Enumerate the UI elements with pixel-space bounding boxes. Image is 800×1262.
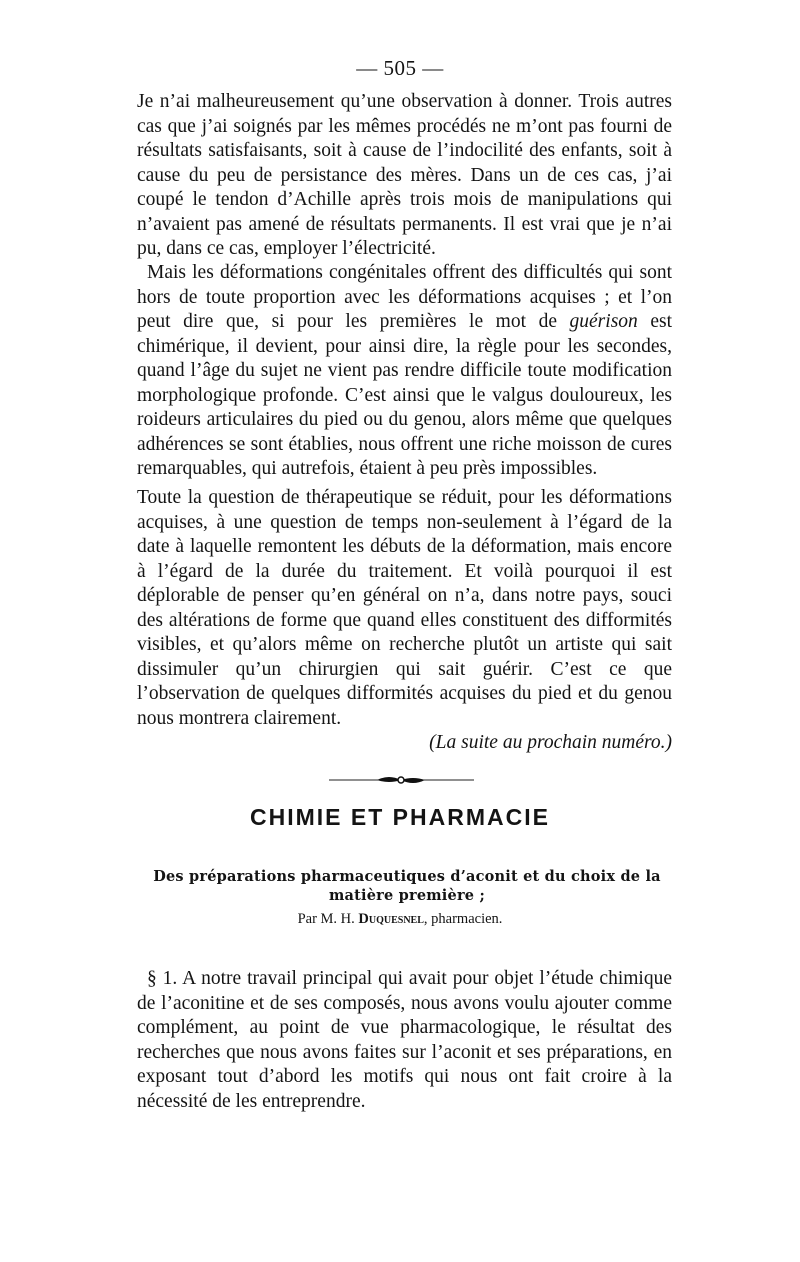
paragraph-aconit: § 1. A notre travail principal qui avait pour objet l’étude chimique de l’aconitine et de ses composés, nous avons voulu ajouter comme complément, au point de vue pharmacologique, le résultat des recherches que nous avons faites sur l’aconit et ses préparations, en exposant tout d’abord les motifs qui nous ont fait croire à la nécessité de les entreprendre. bbox=[137, 968, 672, 1112]
byline-suffix: , pharmacien. bbox=[423, 911, 503, 927]
paragraph-deformations bbox=[137, 261, 672, 482]
author-byline bbox=[0, 911, 800, 928]
page-number: — 505 — bbox=[356, 56, 444, 80]
byline-prefix: Par M. H. bbox=[297, 911, 359, 927]
paragraph-deformations-start: Mais les déformations congénitales offrent des difficultés qui sont hors de toute proportion avec les déformations acquises ; et l’on peut dire que, si pour les premières le mot de bbox=[137, 262, 672, 332]
continuation-note: (La suite au prochain numéro.) bbox=[429, 732, 672, 753]
author-name: Duquesnel bbox=[358, 911, 424, 927]
ornamental-divider-icon bbox=[329, 773, 474, 787]
paragraph-deformations-end: roideurs articulaires du pied ou du genou, alors même que quelques adhérences se sont établies, nous offrent une riche moisson de cures remarquables, qui autrefois, étaient à peu près impossibles. bbox=[137, 409, 672, 479]
section-title: CHIMIE ET PHARMACIE bbox=[250, 804, 550, 830]
paragraph-observation: Je n’ai malheureusement qu’une observation à donner. Trois autres cas que j’ai soignés par les mêmes procédés ne m’ont pas fourni de résultats satisfaisants, soit à cause de l’indocilité des enfants, soit à cause du peu de persistance des mères. Dans un de ces cas, j’ai coupé le tendon d’Achille après trois mois de manipulations qui n’avaient pas amené de résultats permanents. Il est vrai que je n’ai pu, dans ce cas, employer l’électricité. bbox=[137, 91, 672, 259]
article-title: Des préparations pharmaceutiques d’aconit et du choix de la matière première ; bbox=[153, 868, 661, 904]
paragraph-therapeutique: Toute la question de thérapeutique se réduit, pour les déformations acquises, à une question de temps non-seulement à l’égard de la date à laquelle remontent les débuts de la déformation, mais encore à l’égard de la durée du traitement. Et voilà pourquoi il est déplorable de penser qu’en général on n’a, dans notre pays, souci des altérations de forme que quand elles constituent des difformités visibles, et qu’alors même on recherche plutôt un artiste qui sait dissimuler qu’un chirurgien qui sait guérir. C’est ce que l’observation de quelques difformités acquises du pied et du genou nous montrera clairement. bbox=[137, 487, 672, 729]
emphasis-guerison: guérison bbox=[569, 311, 638, 332]
paragraph-deformations-middle: est chimérique, il devient, pour ainsi dire, la règle pour les secondes, quand l’âge du sujet ne vient pas rendre difficile toute modification morphologique profonde. C’est ainsi que le valgus douloureux, les bbox=[137, 311, 672, 406]
